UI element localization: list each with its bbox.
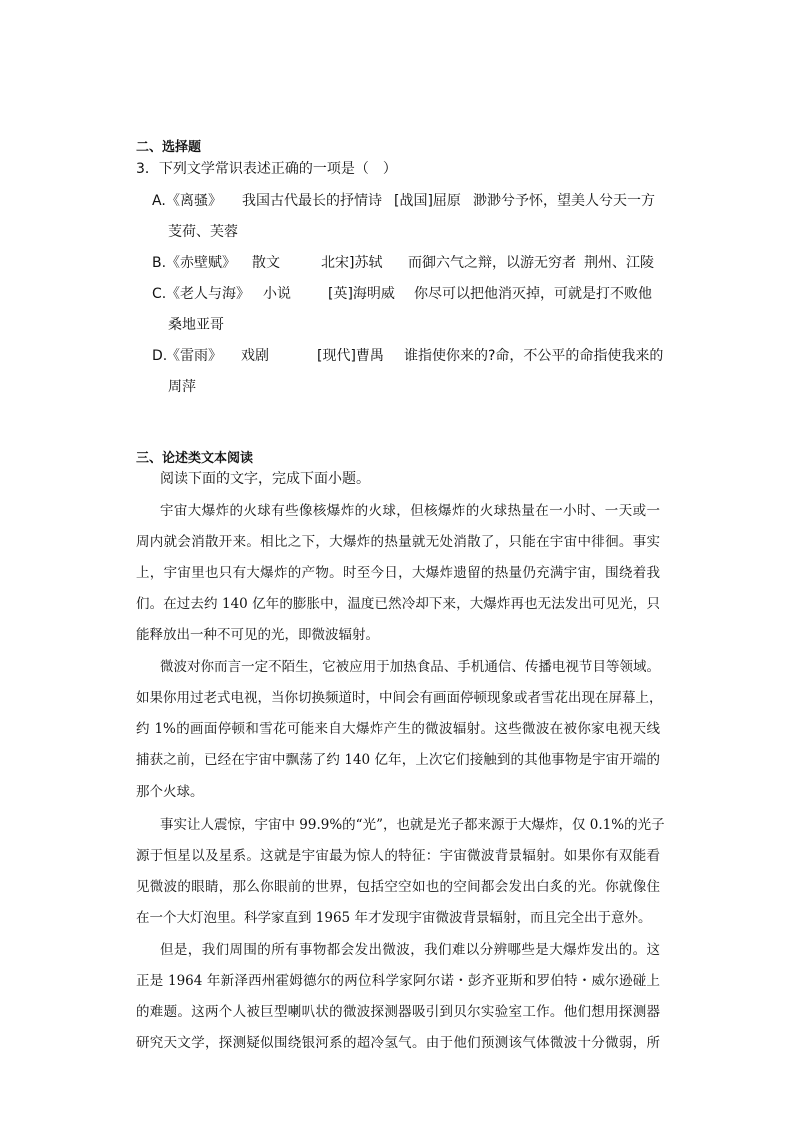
- option-author: [现代]曹禺: [317, 348, 384, 364]
- option-genre: 小说: [263, 286, 291, 302]
- option-quote: 渺渺兮予怀，望美人兮天一方: [473, 193, 655, 209]
- paragraph-line: 捕获之前，已经在宇宙中飘荡了约 140 亿年，上次它们接触到的其他事物是宇宙开端的: [136, 752, 660, 768]
- paragraph-line: 的难题。这两个人被巨型喇叭状的微波探测器吸引到贝尔实验室工作。他们想用探测器: [136, 1004, 660, 1020]
- option-title: 《赤壁赋》: [166, 255, 236, 271]
- paragraph-line: 事实让人震惊，宇宙中 99.9%的“光”，也就是光子都来源于大爆炸，仅 0.1%的光子: [160, 817, 665, 833]
- option-title: 《雷雨》: [166, 348, 222, 364]
- option-c-continuation: 桑地亚哥: [168, 317, 224, 333]
- paragraph-line: 源于恒星以及星系。这就是宇宙最为惊人的特征：宇宙微波背景辐射。如果你有双能看: [136, 848, 660, 864]
- option-label: B.: [152, 255, 167, 271]
- option-genre: 散文: [252, 255, 280, 271]
- paragraph-line: 在一个大灯泡里。科学家直到 1965 年才发现宇宙微波背景辐射，而且完全出于意外。: [136, 910, 652, 926]
- option-label: A.: [152, 193, 166, 209]
- question-stem: 3．下列文学常识表述正确的一项是（ ）: [136, 161, 397, 177]
- paragraph-line: 能释放出一种不可见的光，即微波辐射。: [136, 627, 379, 643]
- paragraph-line: 周内就会消散开来。相比之下，大爆炸的热量就无处消散了，只能在宇宙中徘徊。事实: [136, 534, 660, 550]
- paragraph-line: 见微波的眼睛，那么你眼前的世界，包括空空如也的空间都会发出白炙的光。你就像住: [136, 879, 660, 895]
- option-label: C.: [152, 286, 167, 302]
- paragraph-line: 那个火球。: [136, 784, 204, 800]
- paragraph-line: 约 1%的画面停顿和雪花可能来自大爆炸产生的微波辐射。这些微波在被你家电视天线: [136, 721, 660, 737]
- option-extra: 荆州、江陵: [584, 255, 654, 271]
- reading-instruction: 阅读下面的文字，完成下面小题。: [160, 471, 370, 487]
- option-d-continuation: 周萍: [168, 379, 196, 395]
- option-title: 《离骚》: [166, 193, 222, 209]
- option-quote: 而御六气之辩，以游无穷者: [408, 255, 576, 271]
- paragraph-line: 研究天文学，探测疑似围绕银河系的超冷氢气。由于他们预测该气体微波十分微弱，所: [136, 1035, 660, 1051]
- paragraph-line: 微波对你而言一定不陌生，它被应用于加热食品、手机通信、传播电视节目等领域。: [160, 659, 660, 675]
- paragraph-line: 但是，我们周围的所有事物都会发出微波，我们难以分辨哪些是大爆炸发出的。这: [160, 942, 660, 958]
- option-author: [战国]屈原: [394, 193, 461, 209]
- option-a-continuation: 芰荷、芙蓉: [168, 224, 238, 240]
- paragraph-line: 如果你用过老式电视，当你切换频道时，中间会有画面停顿现象或者雪花出现在屏幕上，: [136, 690, 663, 706]
- option-author: 北宋]苏轼: [321, 255, 383, 271]
- section-heading-reading: 三、论述类文本阅读: [136, 451, 254, 466]
- option-genre: 我国古代最长的抒情诗: [242, 193, 382, 209]
- option-title: 《老人与海》: [166, 286, 250, 302]
- section-heading-choice: 二、选择题: [136, 140, 202, 155]
- option-label: D.: [152, 348, 168, 364]
- paragraph-line: 正是 1964 年新泽西州霍姆德尔的两位科学家阿尔诺・彭齐亚斯和罗伯特・威尔逊碰上: [136, 973, 660, 989]
- option-genre: 戏剧: [241, 348, 269, 364]
- paragraph-line: 们。在过去约 140 亿年的膨胀中，温度已然冷却下来，大爆炸再也无法发出可见光，只: [136, 596, 660, 612]
- paragraph-line: 宇宙大爆炸的火球有些像核爆炸的火球，但核爆炸的火球热量在一小时、一天或一: [160, 503, 660, 519]
- paragraph-line: 上，宇宙里也只有大爆炸的产物。时至今日，大爆炸遗留的热量仍充满宇宙，围绕着我: [136, 565, 660, 581]
- option-author: [英]海明威: [328, 286, 395, 302]
- option-quote: 谁指使你来的?命，不公平的命指使我来的: [404, 348, 664, 364]
- option-quote: 你尽可以把他消灭掉，可就是打不败他: [414, 286, 652, 302]
